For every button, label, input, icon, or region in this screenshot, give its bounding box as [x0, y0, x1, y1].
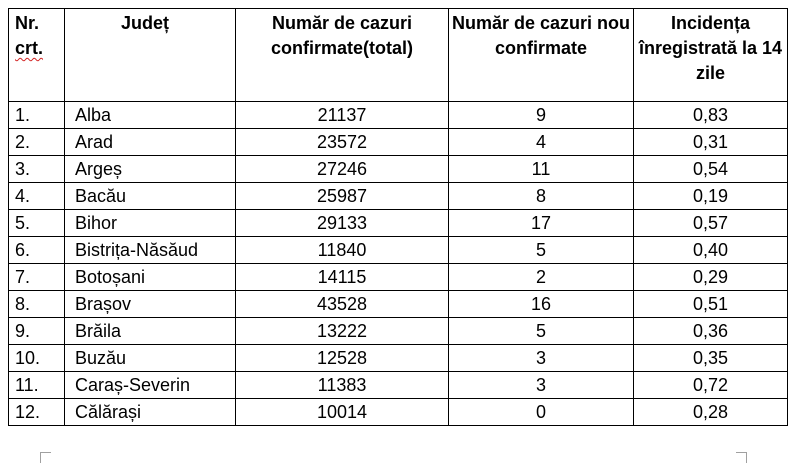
cell-incidence: 0,83	[634, 102, 788, 129]
cell-total-cases: 43528	[236, 291, 449, 318]
header-row	[9, 9, 788, 102]
cell-incidence: 0,19	[634, 183, 788, 210]
cell-nr: 11.	[9, 372, 65, 399]
header-total-cases: Număr de cazuri confirmate(total)	[236, 9, 449, 102]
cell-nr: 5.	[9, 210, 65, 237]
table-row	[9, 183, 788, 210]
cell-new-cases: 0	[449, 399, 634, 426]
cell-judet: Buzău	[65, 345, 236, 372]
cell-judet: Brăila	[65, 318, 236, 345]
cell-new-cases: 8	[449, 183, 634, 210]
cell-total-cases: 13222	[236, 318, 449, 345]
cell-new-cases: 9	[449, 102, 634, 129]
cell-new-cases: 16	[449, 291, 634, 318]
cell-nr: 1.	[9, 102, 65, 129]
cell-total-cases: 11840	[236, 237, 449, 264]
cell-total-cases: 21137	[236, 102, 449, 129]
cell-incidence: 0,28	[634, 399, 788, 426]
cell-total-cases: 23572	[236, 129, 449, 156]
cell-new-cases: 5	[449, 318, 634, 345]
cell-judet: Brașov	[65, 291, 236, 318]
cell-new-cases: 3	[449, 372, 634, 399]
cell-nr: 2.	[9, 129, 65, 156]
county-cases-table-container	[8, 8, 787, 426]
cell-judet: Bistrița-Năsăud	[65, 237, 236, 264]
cell-new-cases: 17	[449, 210, 634, 237]
cell-nr: 6.	[9, 237, 65, 264]
cell-total-cases: 25987	[236, 183, 449, 210]
cell-total-cases: 11383	[236, 372, 449, 399]
cell-judet: Alba	[65, 102, 236, 129]
cell-incidence: 0,31	[634, 129, 788, 156]
cell-total-cases: 27246	[236, 156, 449, 183]
cell-judet: Bacău	[65, 183, 236, 210]
cell-total-cases: 12528	[236, 345, 449, 372]
header-nr-line1: Nr.	[15, 13, 40, 33]
cell-new-cases: 11	[449, 156, 634, 183]
cell-new-cases: 2	[449, 264, 634, 291]
cell-incidence: 0,54	[634, 156, 788, 183]
cell-new-cases: 3	[449, 345, 634, 372]
table-row	[9, 237, 788, 264]
header-nr-line2: crt.	[15, 38, 44, 58]
table-row	[9, 264, 788, 291]
table-row	[9, 399, 788, 426]
table-row	[9, 318, 788, 345]
cell-nr: 12.	[9, 399, 65, 426]
header-new-cases: Număr de cazuri nou confirmate	[449, 9, 634, 102]
cell-incidence: 0,72	[634, 372, 788, 399]
cell-incidence: 0,51	[634, 291, 788, 318]
cell-nr: 9.	[9, 318, 65, 345]
table-row	[9, 210, 788, 237]
cell-incidence: 0,35	[634, 345, 788, 372]
cell-incidence: 0,57	[634, 210, 788, 237]
cell-new-cases: 4	[449, 129, 634, 156]
page-corner-mark-right	[736, 452, 747, 463]
header-incidence: Incidența înregistrată la 14 zile	[634, 9, 788, 102]
header-nr-crt	[9, 9, 65, 102]
cell-judet: Botoșani	[65, 264, 236, 291]
cell-judet: Călărași	[65, 399, 236, 426]
cell-total-cases: 14115	[236, 264, 449, 291]
cell-nr: 3.	[9, 156, 65, 183]
cell-new-cases: 5	[449, 237, 634, 264]
cell-incidence: 0,40	[634, 237, 788, 264]
table-row	[9, 102, 788, 129]
cell-nr: 8.	[9, 291, 65, 318]
cell-nr: 4.	[9, 183, 65, 210]
cell-judet: Arad	[65, 129, 236, 156]
cell-judet: Bihor	[65, 210, 236, 237]
table-row	[9, 372, 788, 399]
cell-total-cases: 29133	[236, 210, 449, 237]
table-row	[9, 156, 788, 183]
table-body	[9, 102, 788, 426]
cell-incidence: 0,29	[634, 264, 788, 291]
cell-total-cases: 10014	[236, 399, 449, 426]
county-cases-table	[8, 8, 788, 426]
cell-incidence: 0,36	[634, 318, 788, 345]
table-row	[9, 345, 788, 372]
table-row	[9, 129, 788, 156]
cell-judet: Argeș	[65, 156, 236, 183]
page-corner-mark-left	[40, 452, 51, 463]
cell-nr: 10.	[9, 345, 65, 372]
header-judet: Județ	[65, 9, 236, 102]
table-row	[9, 291, 788, 318]
cell-nr: 7.	[9, 264, 65, 291]
cell-judet: Caraș-Severin	[65, 372, 236, 399]
